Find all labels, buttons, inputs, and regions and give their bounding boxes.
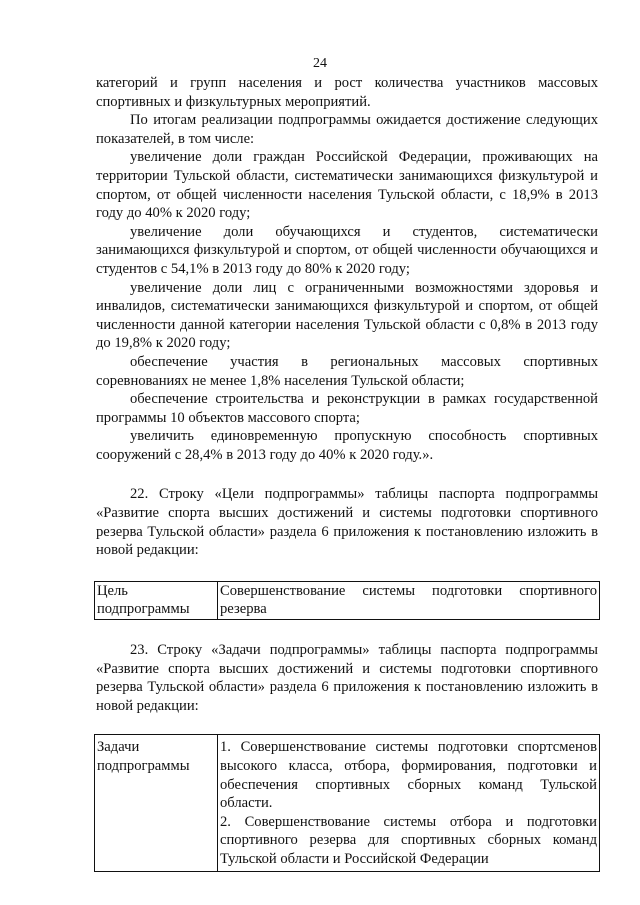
- continuation-paragraph: категорий и групп населения и рост количества участников массовых спортивных и физкультурных мероприятий.: [96, 75, 598, 110]
- indicator-paragraph: увеличение доли лиц с ограниченными возможностями здоровья и инвалидов, систематически занимающихся физкультурой и спортом, от общей численности данной категории населения Тульской области с 0,8% в 2013 году до 19,8% к 2020 году;: [96, 279, 598, 352]
- item-22-paragraph: 22. Строку «Цели подпрограммы» таблицы паспорта подпрограммы «Развитие спорта высших достижений и системы подготовки спортивного резерва Тульской области» раздела 6 приложения к постановлению изложить в новой редакции:: [96, 486, 598, 559]
- indicator-paragraph: увеличение доли обучающихся и студентов, систематически занимающихся физкультурой и спортом, от общей численности обучающихся и студентов с 54,1% в 2013 году до 80% к 2020 году;: [96, 223, 598, 277]
- body-text: [96, 74, 598, 872]
- goal-content-cell: Совершенствование системы подготовки спортивного резерва: [218, 581, 600, 619]
- indicator-paragraph: увеличение доли граждан Российской Федерации, проживающих на территории Тульской области, систематически занимающихся физкультурой и спортом, от общей численности населения Тульской области, с 18,9% в 2013 году до 40% к 2020 году;: [96, 149, 598, 222]
- lead-paragraph: По итогам реализации подпрограммы ожидается достижение следующих показателей, в том числе:: [96, 112, 598, 147]
- indicator-paragraph: обеспечение участия в региональных массовых спортивных соревнованиях не менее 1,8% населения Тульской области;: [96, 353, 598, 389]
- task-1: 1. Совершенствование системы подготовки спортсменов высокого класса, отбора, формирования, подготовки и обеспечения спортивных сборных команд Тульской области.: [220, 739, 597, 812]
- tasks-table: [94, 734, 600, 871]
- table-row: [95, 735, 600, 871]
- item-23-paragraph: 23. Строку «Задачи подпрограммы» таблицы паспорта подпрограммы «Развитие спорта высших достижений и системы подготовки спортивного резерва Тульской области» раздела 6 приложения к постановлению изложить в новой редакции:: [96, 642, 598, 714]
- indicator-paragraph: обеспечение строительства и реконструкции в рамках государственной программы 10 объектов массового спорта;: [96, 391, 598, 426]
- goal-table: [94, 581, 600, 620]
- goal-label-cell: Цель подпрограммы: [95, 581, 218, 619]
- indicator-paragraph: увеличить единовременную пропускную способность спортивных сооружений с 28,4% в 2013 году до 40% к 2020 году.».: [96, 428, 598, 463]
- tasks-content-cell: [218, 735, 600, 871]
- page-number: 24: [313, 56, 327, 71]
- tasks-label-cell: Задачи подпрограммы: [95, 735, 218, 871]
- task-2: 2. Совершенствование системы отбора и подготовки спортивного резерва для спортивных сборных команд Тульской области и Российской Федерации: [220, 813, 597, 867]
- table-row: [95, 581, 600, 619]
